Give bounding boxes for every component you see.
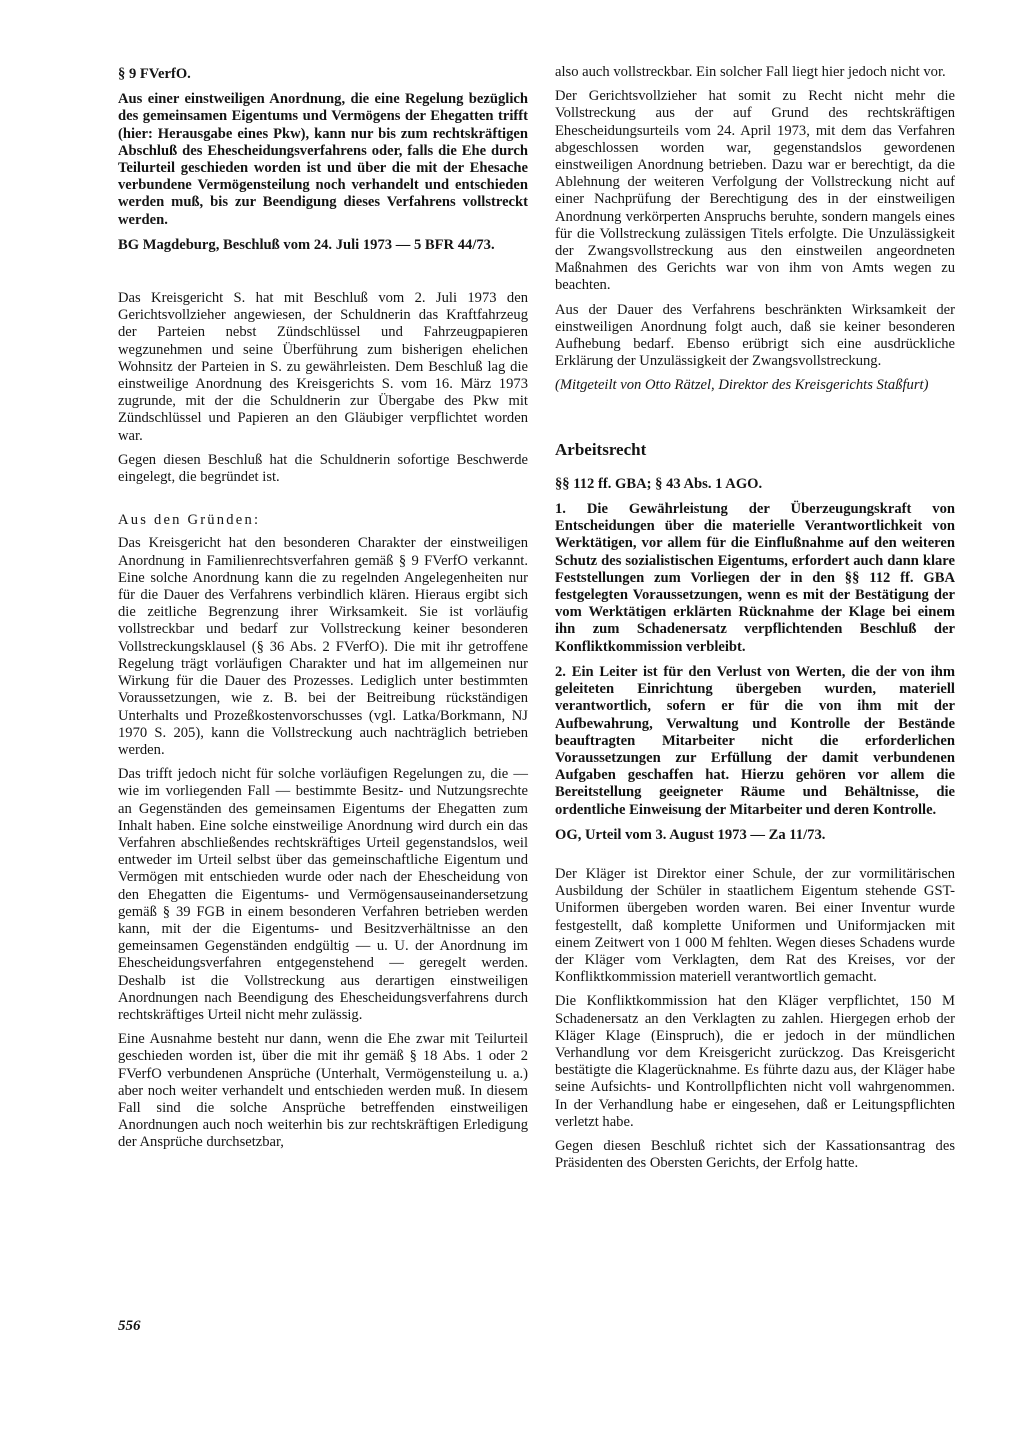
case2-headnote: 1. Die Gewährleistung der Überzeugungskraft von Entscheidungen über die materielle Verantwortlichkeit von Werktätigen, vor allem für die Einflußnahme auf den weiteren Schutz des sozialistischen Eigentums, erfordert auch dann klare Feststellungen zum Vorliegen der in den §§ 112 ff. GBA festgelegten Voraussetzungen, wenn es mit der Bestätigung der vom Werktätigen erklärten Rücknahme der Klage bei einem ihn zum Schadenersatz verpflichtenden Beschluß der Konfliktkommission verbleibt. <box>555 501 955 655</box>
case1-headnote: Aus einer einstweiligen Anordnung, die eine Regelung bezüglich des gemeinsamen Eigentums und Vermögens der Ehegatten trifft (hier: Herausgabe eines Pkw), kann nur bis zum rechtskräftigen Abschluß des Ehescheidungsverfahrens oder, falls die Ehe durch Teilurteil geschieden worden ist und über die mit der Ehesache verbundene Vermögensteilung noch verhandelt und entschieden werden muß, bis zur Beendigung dieses Verfahrens vollstreckt werden. <box>118 91 528 228</box>
case2-citation: OG, Urteil vom 3. August 1973 — Za 11/73. <box>555 826 826 843</box>
case2-heading: §§ 112 ff. GBA; § 43 Abs. 1 AGO. <box>555 475 763 492</box>
right-column <box>555 64 955 1179</box>
case2-headnote: 2. Ein Leiter ist für den Verlust von Werten, die der von ihm geleiteten Einrichtung übergeben wurden, materiell verantwortlich, sofern er für die von ihm mit der Aufbewahrung, Verwaltung und Kontrolle der Bestände beauftragten Mitarbeiter nicht die erforderlichen Voraussetzungen zur Erfüllung der damit verbundenen Aufgaben geschaffen hat. Hierzu gehören vor allem die Bereitstellung geeigneter Räume und Behältnisse, die ordentliche Einweisung der Mitarbeiter und deren Kontrolle. <box>555 663 955 818</box>
continuation-paragraph: Aus der Dauer des Verfahrens beschränkten Wirksamkeit der einstweiligen Anordnung folgt auch, daß sie keiner besonderen Aufhebung bedarf. Ebenso erübrigt sich eine ausdrückliche Erklärung der Unzulässigkeit der Zwangsvollstreckung. <box>555 301 955 370</box>
page-number: 556 <box>118 1318 141 1334</box>
reasons-heading: Aus den Gründen: <box>118 512 261 529</box>
reasons-paragraph: Eine Ausnahme besteht nur dann, wenn die Ehe zwar mit Teilurteil geschieden worden ist, über die mit ihr gemäß § 18 Abs. 1 oder 2 FVerfO verbundenen Ansprüche (Unterhalt, Vermögensteilung u. a.) aber noch weiter verhandelt und entschieden werden muß. In diesem Fall sind die solche Ansprüche betreffenden einstweiligen Anordnungen auch noch weiterhin bis zur rechtskräftigen Erledigung der Ansprüche durchsetzbar, <box>118 1031 528 1151</box>
case1-citation: BG Magdeburg, Beschluß vom 24. Juli 1973 — 5 BFR 44/73. <box>118 236 495 253</box>
section-heading: Arbeitsrecht <box>555 439 647 459</box>
reasons-paragraph: Das Kreisgericht hat den besonderen Charakter der einstweiligen Anordnung in Familienrechtsverfahren gemäß § 9 FVerfO verkannt. Eine solche Anordnung kann die zu regelnden Angelegenheiten nur für die Dauer des Verfahrens verbindlich klären. Hieraus ergibt sich die zeitliche Begrenzung ihrer Wirksamkeit. Sie ist vorläufig vollstreckbar und bedarf zur Vollstreckung keiner besonderen Vollstreckungsklausel (§ 36 Abs. 2 FVerfO). Die mit ihr getroffene Regelung trägt vorläufigen Charakter und hat im allgemeinen nur Wirkung für die Dauer des Prozesses. Lediglich unter bestimmten Voraussetzungen, wie z. B. bei der Beitreibung rückständigen Unterhalts und Prozeßkostenvorschusses (vgl. Latka/Borkmann, NJ 1970 S. 205), kann die Vollstreckung auch nachträglich betrieben werden. <box>118 535 528 758</box>
case2-facts-paragraph: Gegen diesen Beschluß richtet sich der Kassationsantrag des Präsidenten des Obersten Gerichts, der Erfolg hatte. <box>555 1137 955 1172</box>
continuation-paragraph: also auch vollstreckbar. Ein solcher Fall liegt hier jedoch nicht vor. <box>555 64 946 80</box>
case2-facts-paragraph: Der Kläger ist Direktor einer Schule, der zur vormilitärischen Ausbildung der Schüler in staatlichem Eigentum stehende GST-Uniformen übergeben worden waren. Bei einer Inventur wurde festgestellt, daß komplette Uniformen und Uniformjacken mit einem Zeitwert von 1 000 M fehlten. Wegen dieses Schadens wurde der Kläger vom Verklagten, dem Rat des Kreises, vor der Konfliktkommission materiell verantwortlich gemacht. <box>555 865 955 986</box>
communicated-by: (Mitgeteilt von Otto Rätzel, Direktor des Kreisgerichts Staßfurt) <box>555 377 929 394</box>
case1-facts-paragraph: Das Kreisgericht S. hat mit Beschluß vom 2. Juli 1973 den Gerichtsvollzieher angewiesen, der Schuldnerin das Kraftfahrzeug der Parteien nebst Zündschlüssel und Fahrzeugpapieren wegzunehmen und seine Überführung zum bisherigen ehelichen Wohnsitz der Parteien in S. zu gewährleisten. Dem Beschluß lag die einstweilige Anordnung des Kreisgerichts S. vom 16. März 1973 zugrunde, mit der die Schuldnerin zur Übergabe des Pkw mit Zündschlüssel und Papieren an den Gläubiger verpflichtet worden war. <box>118 290 528 444</box>
case1-heading: § 9 FVerfO. <box>118 66 191 82</box>
reasons-paragraph: Das trifft jedoch nicht für solche vorläufigen Regelungen zu, die — wie im vorliegenden Fall — bestimmte Besitz- und Nutzungsrechte an Gegenständen des gemeinsamen Eigentums der Ehegatten zum Inhalt haben. Eine solche einstweilige Anordnung wird durch ein das Verfahren abschließendes rechtskräftiges Urteil gegenstandslos, weil entweder im Urteil selbst über das gemeinschaftliche Eigentum und Vermögen mit entschieden wurde oder nach der Ehescheidung von den Ehegatten die Eigentums- und Vermögensauseinandersetzung gemäß § 39 FGB in einem besonderen Verfahren betrieben werden kann, mit der die Eigentums- und Besitzverhältnisse an den gemeinsamen Gegenständen endgültig — u. U. der Anordnung im Ehescheidungsverfahren entgegenstehend — geregelt werden. Deshalb ist die Vollstreckung aus derartigen einstweiligen Anordnungen nach Beendigung des Ehescheidungsverfahrens durch rechtskräftiges Urteil nicht mehr zulässig. <box>118 766 528 1023</box>
continuation-paragraph: Der Gerichtsvollzieher hat somit zu Recht nicht mehr die Vollstreckung aus der auf Grund des rechtskräftigen Ehescheidungsurteils vom 24. April 1973, mit dem das Verfahren abgeschlossen worden war, gegenstandslos gewordenen einstweiligen Anordnung betrieben. Dazu war er berechtigt, da die Ablehnung der weiteren Verfolgung der Vollstreckung nicht auf einer Nachprüfung der Berechtigung des in der einstweiligen Anordnung verkörperten Anspruchs beruhte, sondern mangels eines für die Vollstreckung zulässigen Titels erfolgte. Die Unzulässigkeit der Zwangsvollstreckung aus den einstweilen angeordneten Maßnahmen des Gerichts war von ihm von Amts wegen zu beachten. <box>555 88 955 294</box>
left-column <box>118 66 528 1159</box>
case1-facts-paragraph: Gegen diesen Beschluß hat die Schuldnerin sofortige Beschwerde eingelegt, die begründet ist. <box>118 451 528 486</box>
case2-facts-paragraph: Die Konfliktkommission hat den Kläger verpflichtet, 150 M Schadenersatz an den Verklagten zu zahlen. Hiergegen erhob der Kläger Klage (Einspruch), die er jedoch in der mündlichen Verhandlung vor dem Kreisgericht zurückzog. Das Kreisgericht bestätigte die Klagerücknahme. Es führte dazu aus, der Kläger habe seine Aufsichts- und Kontrollpflichten nicht voll wahrgenommen. In der Verhandlung habe er eingesehen, daß er Leitungspflichten verletzt habe. <box>555 993 955 1130</box>
